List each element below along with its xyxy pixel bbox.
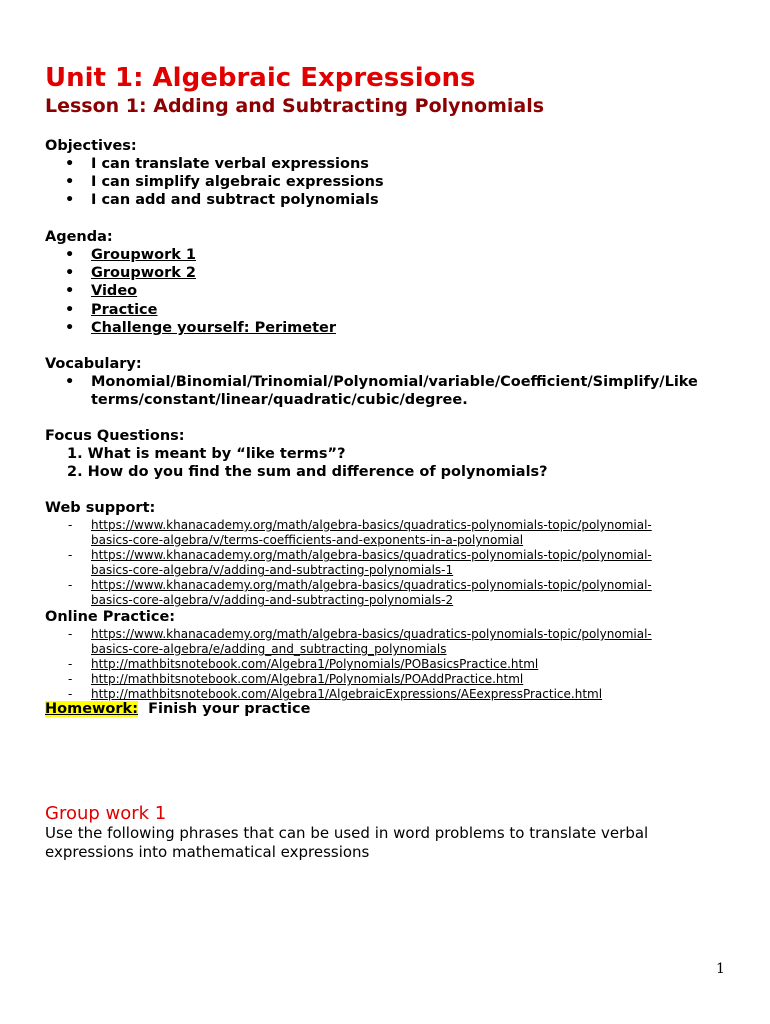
- agenda-link[interactable]: Groupwork 2: [91, 265, 197, 282]
- web-support-link[interactable]: https://www.khanacademy.org/math/algebra-basics/quadratics-polynomials-topic/polynomial- basics-core-algebra/v/adding-and-subtracting-polynomials-2: [91, 578, 652, 608]
- focus-question: 1. What is meant by “like terms”?: [67, 446, 346, 462]
- online-practice-link-item: [45, 627, 652, 657]
- vocabulary-item: [45, 373, 698, 409]
- online-practice-link[interactable]: http://mathbitsnotebook.com/Algebra1/Polynomials/POAddPractice.html: [91, 672, 524, 687]
- web-support-heading: Web support:: [45, 500, 156, 516]
- web-support-link-item: [45, 518, 652, 548]
- vocabulary-section: [45, 355, 698, 409]
- online-practice-link-item: [45, 657, 652, 672]
- online-practice-link-item: [45, 672, 652, 687]
- vocabulary-list: [45, 373, 698, 409]
- online-practice-link[interactable]: http://mathbitsnotebook.com/Algebra1/Polynomials/POBasicsPractice.html: [91, 657, 539, 672]
- web-support-link[interactable]: https://www.khanacademy.org/math/algebra-basics/quadratics-polynomials-topic/polynomial- basics-core-algebra/v/terms-coefficients-and-exponents-in-a-polynomial: [91, 518, 652, 548]
- agenda-link[interactable]: Practice: [91, 301, 158, 318]
- objective-item: • I can translate verbal expressions: [45, 155, 384, 173]
- page-number: 1: [716, 961, 725, 977]
- objectives-section: [45, 137, 384, 210]
- vocabulary-line-1: Monomial/Binomial/Trinomial/Polynomial/variable/Coefficient/Simplify/Like: [91, 374, 698, 390]
- focus-question: 2. How do you find the sum and difference of polynomials?: [67, 464, 548, 481]
- lesson-title: Lesson 1: Adding and Subtracting Polynomials: [45, 95, 545, 117]
- groupwork-1-line-2: expressions into mathematical expressions: [45, 843, 370, 861]
- web-support-link-item: [45, 578, 652, 608]
- web-support-section: [45, 499, 652, 609]
- groupwork-1-instructions: [45, 824, 705, 862]
- objective-item: • I can simplify algebraic expressions: [45, 173, 384, 191]
- agenda-item-challenge[interactable]: [45, 319, 336, 337]
- focus-questions-section: [45, 427, 548, 481]
- agenda-item-groupwork-2[interactable]: [45, 264, 336, 282]
- agenda-heading: Agenda:: [45, 229, 113, 245]
- agenda-list: [45, 246, 336, 337]
- objective-item: • I can add and subtract polynomials: [45, 191, 384, 209]
- objectives-heading: Objectives:: [45, 138, 137, 154]
- homework-line: [45, 701, 310, 717]
- online-practice-links: [45, 627, 652, 702]
- web-support-link-item: [45, 548, 652, 578]
- online-practice-link[interactable]: http://mathbitsnotebook.com/Algebra1/AlgebraicExpressions/AEexpressPractice.html: [91, 687, 603, 702]
- online-practice-link[interactable]: https://www.khanacademy.org/math/algebra-basics/quadratics-polynomials-topic/polynomial- basics-core-algebra/e/adding_and_subtracting_polynomials: [91, 627, 652, 657]
- web-support-links: [45, 518, 652, 609]
- focus-heading: Focus Questions:: [45, 428, 185, 444]
- homework-label: Homework:: [45, 701, 138, 717]
- agenda-link[interactable]: Video: [91, 283, 138, 300]
- online-practice-section: [45, 608, 652, 702]
- online-practice-heading: Online Practice:: [45, 609, 176, 625]
- groupwork-1-title: Group work 1: [45, 803, 167, 824]
- homework-text: Finish your practice: [148, 701, 311, 717]
- objectives-list: [45, 155, 384, 210]
- groupwork-1-line-1: Use the following phrases that can be used in word problems to translate verbal: [45, 824, 649, 842]
- web-support-link[interactable]: https://www.khanacademy.org/math/algebra-basics/quadratics-polynomials-topic/polynomial- basics-core-algebra/v/adding-and-subtracting-polynomials-1: [91, 548, 652, 578]
- agenda-link[interactable]: Groupwork 1: [91, 247, 197, 263]
- unit-title: Unit 1: Algebraic Expressions: [45, 63, 476, 93]
- focus-questions-list: [45, 445, 548, 481]
- vocabulary-heading: Vocabulary:: [45, 356, 142, 372]
- agenda-item-practice[interactable]: [45, 301, 336, 319]
- agenda-item-groupwork-1[interactable]: [45, 246, 336, 264]
- agenda-item-video[interactable]: [45, 282, 336, 300]
- agenda-section: [45, 228, 336, 337]
- vocabulary-line-2: terms/constant/linear/quadratic/cubic/degree.: [91, 392, 468, 409]
- agenda-link[interactable]: Challenge yourself: Perimeter: [91, 319, 337, 336]
